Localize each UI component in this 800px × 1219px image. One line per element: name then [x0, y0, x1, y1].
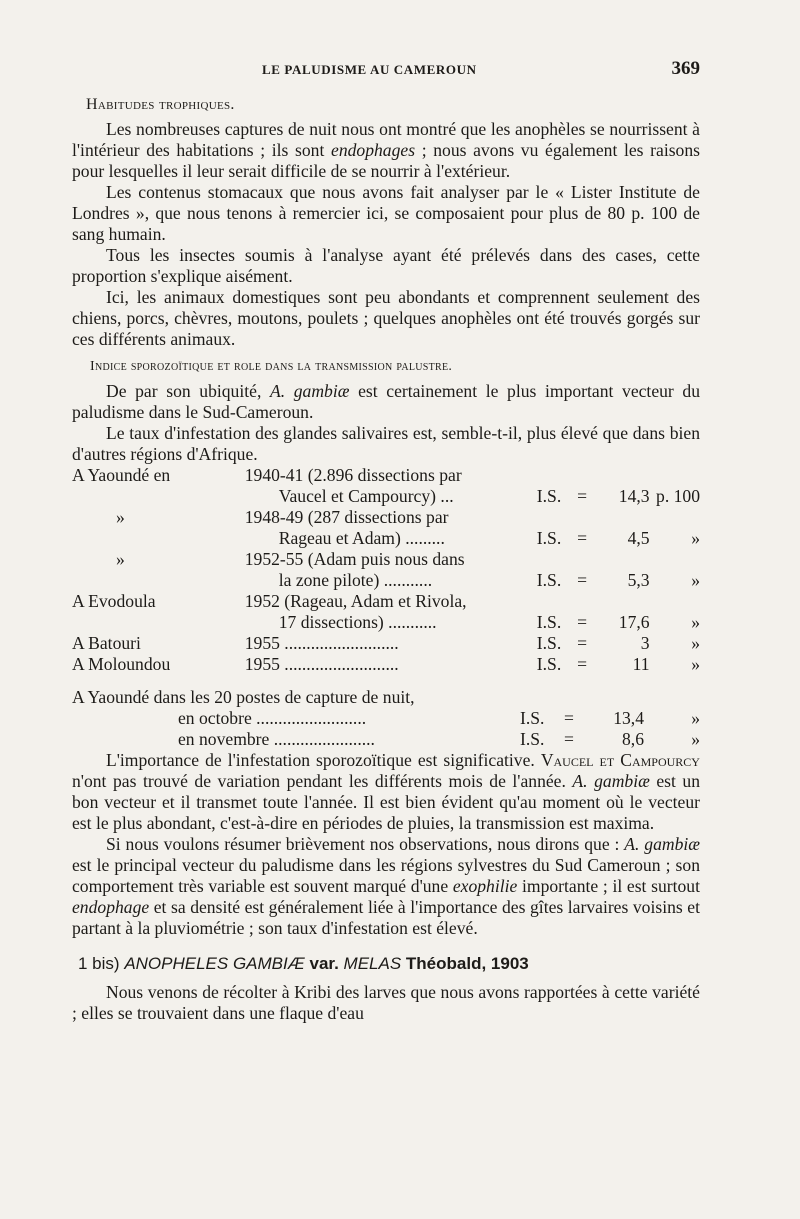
row-period: 1940-41 (2.896 dissections par — [244, 465, 462, 485]
text: De par son ubiquité, — [106, 381, 270, 401]
row-location: A Batouri — [72, 633, 141, 653]
table-row — [72, 729, 700, 750]
text: L'importance de l'infestation sporozoïtique est significative. — [106, 750, 541, 770]
table-row — [72, 465, 700, 486]
table-row — [72, 570, 700, 591]
row-period: 1948-49 (287 dissections par — [244, 507, 449, 527]
table-row — [72, 612, 700, 633]
row-spacer — [571, 591, 594, 612]
species-heading — [78, 953, 700, 974]
row-spacer — [537, 465, 571, 486]
infection-rates-table — [72, 465, 700, 675]
row-unit: » — [691, 570, 700, 590]
paragraph: Ici, les animaux domestiques sont peu abondants et comprennent seulement des chiens, porcs, chèvres, moutons, poulets ; quelques anophèles ont été trouvés gorgés sur ces différents animaux. — [72, 287, 700, 349]
row-value: 5,3 — [627, 570, 650, 590]
table-row — [72, 633, 700, 654]
row-is-label: I.S. — [536, 570, 562, 590]
row-equals: = — [577, 570, 588, 590]
row-equals: = — [577, 612, 588, 632]
row-spacer — [537, 549, 571, 570]
row-spacer — [571, 549, 594, 570]
page-header — [72, 58, 700, 82]
paragraph: Nous venons de récolter à Kribi des larves que nous avons rapportées à cette variété ; elles se trouvaient dans une flaque d'eau — [72, 982, 700, 1023]
row-unit: » — [691, 654, 700, 674]
row-value: 14,3 — [618, 486, 650, 506]
author-names: Vaucel et Campourcy — [540, 750, 700, 770]
row-location: » — [116, 549, 125, 569]
text: n'ont pas trouvé de variation pendant les différents mois de l'année. — [72, 771, 573, 791]
table-row — [72, 549, 700, 570]
italic-term: endophages — [331, 140, 416, 160]
paragraph: Les contenus stomacaux que nous avons fait analyser par le « Lister Institute de Londres », que nous tenons à remercier ici, se composaient pour plus de 80 p. 100 de sang humain. — [72, 182, 700, 244]
row-unit: » — [691, 612, 700, 632]
row-is-label: I.S. — [536, 528, 562, 548]
row-equals: = — [564, 708, 574, 728]
species-author: Théobald, 1903 — [405, 954, 529, 973]
row-spacer — [537, 591, 571, 612]
page-body — [72, 94, 700, 1024]
spacer — [72, 675, 700, 687]
paragraph — [72, 834, 700, 939]
row-period: 1952 (Rageau, Adam et Rivola, — [244, 591, 467, 611]
row-equals: = — [577, 633, 588, 653]
row-unit: p. 100 — [656, 486, 700, 506]
row-authors: la zone pilote) ........... — [278, 570, 433, 590]
row-is-label: I.S. — [536, 486, 562, 506]
row-period: 1955 .......................... — [244, 633, 399, 653]
section-heading-indice: Indice sporozoïtique et role dans la transmission palustre. — [90, 359, 453, 374]
row-is-label: I.S. — [536, 612, 562, 632]
species-name: ANOPHELES GAMBIÆ — [124, 954, 305, 973]
row-period: 1955 .......................... — [244, 654, 399, 674]
row-authors: 17 dissections) ........... — [278, 612, 437, 632]
text: Si nous voulons résumer brièvement nos observations, nous dirons que : — [106, 834, 625, 854]
italic-term: endophage — [72, 897, 150, 917]
row-is-label: I.S. — [536, 633, 562, 653]
row-spacer — [537, 507, 571, 528]
night-capture-table — [72, 708, 700, 750]
row-unit: » — [691, 528, 700, 548]
row-value: 17,6 — [618, 612, 650, 632]
variety-label: var. — [309, 954, 339, 973]
row-equals: = — [577, 528, 588, 548]
row-spacer — [72, 570, 245, 591]
row-value: 4,5 — [627, 528, 650, 548]
text: est certainement le plus important vecteur du paludisme dans le Sud-Cameroun. — [72, 381, 701, 422]
row-spacer — [594, 507, 650, 528]
row-spacer — [594, 549, 650, 570]
species-name: A. gambiæ — [624, 834, 700, 854]
row-spacer — [72, 612, 245, 633]
text: ; nous avons vu également les raisons pour lesquelles il leur serait difficile de se nourrir à l'extérieur. — [72, 140, 701, 181]
paragraph — [72, 750, 700, 834]
italic-term: exophilie — [452, 876, 518, 896]
text: est un bon vecteur et il transmet toute l'année. Il est bien évident qu'au moment où le vecteur est le plus abondant, c'est-à-dire en périodes de pluies, la transmission est maxima. — [72, 771, 701, 833]
row-location: A Moloundou — [72, 654, 171, 674]
row-equals: = — [577, 486, 588, 506]
variety-name: MELAS — [343, 954, 402, 973]
row-is-label: I.S. — [536, 654, 562, 674]
row-month: en novembre ....................... — [178, 729, 375, 749]
row-is-label: I.S. — [520, 729, 545, 749]
paragraph — [72, 381, 700, 423]
row-period: 1952-55 (Adam puis nous dans — [244, 549, 465, 569]
row-spacer — [571, 507, 594, 528]
row-authors: Rageau et Adam) ......... — [278, 528, 445, 548]
table-row — [72, 708, 700, 729]
row-spacer — [571, 465, 594, 486]
page-number: 369 — [671, 58, 700, 79]
text: et sa densité est généralement liée à l'importance des gîtes larvaires voisins et partant à la pluviométrie ; son taux d'infestation est élevé. — [72, 897, 700, 938]
row-spacer — [650, 549, 700, 570]
text: Les nombreuses captures de nuit nous ont montré que les anophèles se nourrissent à l'intérieur des habitations ; ils sont — [72, 119, 700, 160]
running-title: LE PALUDISME AU CAMEROUN — [262, 62, 477, 77]
row-value: 13,4 — [613, 708, 644, 728]
row-unit: » — [691, 708, 700, 728]
row-spacer — [650, 507, 700, 528]
row-equals: = — [564, 729, 574, 749]
row-spacer — [594, 465, 650, 486]
row-value: 11 — [632, 654, 650, 674]
row-month: en octobre ......................... — [178, 708, 367, 728]
row-unit: » — [691, 633, 700, 653]
paragraph: Tous les insectes soumis à l'analyse ayant été prélevés dans des cases, cette proportion s'explique aisément. — [72, 245, 700, 286]
row-value: 8,6 — [622, 729, 644, 749]
row-equals: = — [577, 654, 588, 674]
row-value: 3 — [640, 633, 650, 653]
table-row — [72, 507, 700, 528]
table-row — [72, 486, 700, 507]
row-spacer — [594, 591, 650, 612]
table-row — [72, 591, 700, 612]
row-location: » — [116, 507, 125, 527]
species-number: 1 bis) — [78, 954, 120, 973]
row-location: A Yaoundé en — [72, 465, 171, 485]
row-authors: Vaucel et Campourcy) ... — [278, 486, 454, 506]
text: est le principal vecteur du paludisme dans les régions sylvestres du Sud Cameroun ; son comportement très variable est souvent marqué d'une — [72, 855, 700, 896]
table-row — [72, 528, 700, 549]
row-location: A Evodoula — [72, 591, 156, 611]
table-row — [72, 654, 700, 675]
row-spacer — [72, 528, 245, 549]
row-unit: » — [691, 729, 700, 749]
species-name: A. gambiæ — [269, 381, 350, 401]
row-spacer — [72, 486, 245, 507]
section-heading-habitudes: Habitudes trophiques. — [86, 96, 235, 113]
row-is-label: I.S. — [520, 708, 545, 728]
night-capture-intro: A Yaoundé dans les 20 postes de capture de nuit, — [72, 687, 415, 707]
species-name: A. gambiæ — [572, 771, 650, 791]
text: importante ; il est surtout — [517, 876, 700, 896]
row-spacer — [650, 465, 700, 486]
paragraph — [72, 119, 700, 182]
row-spacer — [650, 591, 700, 612]
paragraph: Le taux d'infestation des glandes salivaires est, semble-t-il, plus élevé que dans bien d'autres régions d'Afrique. — [72, 423, 700, 464]
